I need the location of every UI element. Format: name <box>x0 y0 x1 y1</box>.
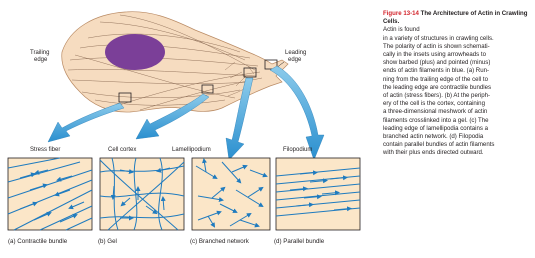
trailing-edge-label: Trailing edge <box>30 50 50 63</box>
caption-line: with their plus ends directed outward. <box>383 149 484 157</box>
caption-line: ery of the cell is the cortex, containing <box>383 100 485 108</box>
panel-d-label: (d) Parallel bundle <box>274 238 325 245</box>
nucleus <box>105 34 165 70</box>
figure-caption <box>383 10 533 158</box>
caption-line: filaments crosslinked into a gel. (c) The <box>383 116 489 124</box>
caption-line: in a variety of structures in crawling cells. <box>383 34 494 42</box>
crawling-cell <box>62 12 288 112</box>
caption-line: The polarity of actin is shown schemati- <box>383 42 490 50</box>
panel-c-branched-network <box>192 158 270 230</box>
figure-number: Figure 13-14 <box>383 10 419 17</box>
panel-b-gel <box>100 158 184 230</box>
caption-line: of actin (stress fibers). (b) At the periph- <box>383 92 491 100</box>
panel-a-label: (a) Contractile bundle <box>8 238 68 245</box>
caption-line: ning from the trailing edge of the cell to <box>383 75 489 83</box>
caption-line: contain parallel bundles of actin filaments <box>383 141 495 149</box>
filopodium-label: Filopodium <box>283 147 313 153</box>
panel-b-label: (b) Gel <box>98 238 117 245</box>
caption-line: ends of actin filaments in blue. (a) Run- <box>383 67 490 75</box>
lamellipodium-label: Lamellipodium <box>172 147 211 153</box>
caption-heading <box>383 10 533 26</box>
caption-line: cally in the insets using arrowheads to <box>383 51 486 59</box>
leading-edge-label: Leading edge <box>285 50 307 63</box>
panel-d-parallel-bundle <box>276 158 360 230</box>
cell-cortex-label: Cell cortex <box>108 147 137 153</box>
caption-line: show barbed (plus) and pointed (minus) <box>383 59 491 67</box>
caption-line: leading edge of lamellipodia contains a <box>383 124 489 132</box>
figure-title: The Architecture of Actin in Crawling Cells. <box>383 10 528 26</box>
cell-body <box>62 12 288 112</box>
caption-line: a three-dimensional meshwork of actin <box>383 108 488 116</box>
stress-fiber-label: Stress fiber <box>30 147 61 153</box>
caption-line: the leading edge are contractile bundles <box>383 83 492 91</box>
caption-line: Actin is found <box>383 26 420 34</box>
panel-a-contractile-bundle <box>8 158 92 230</box>
caption-line: branched actin network. (d) Filopodia <box>383 133 484 141</box>
panel-c-label: (c) Branched network <box>190 238 249 245</box>
arrow-stress-fiber <box>48 103 124 142</box>
